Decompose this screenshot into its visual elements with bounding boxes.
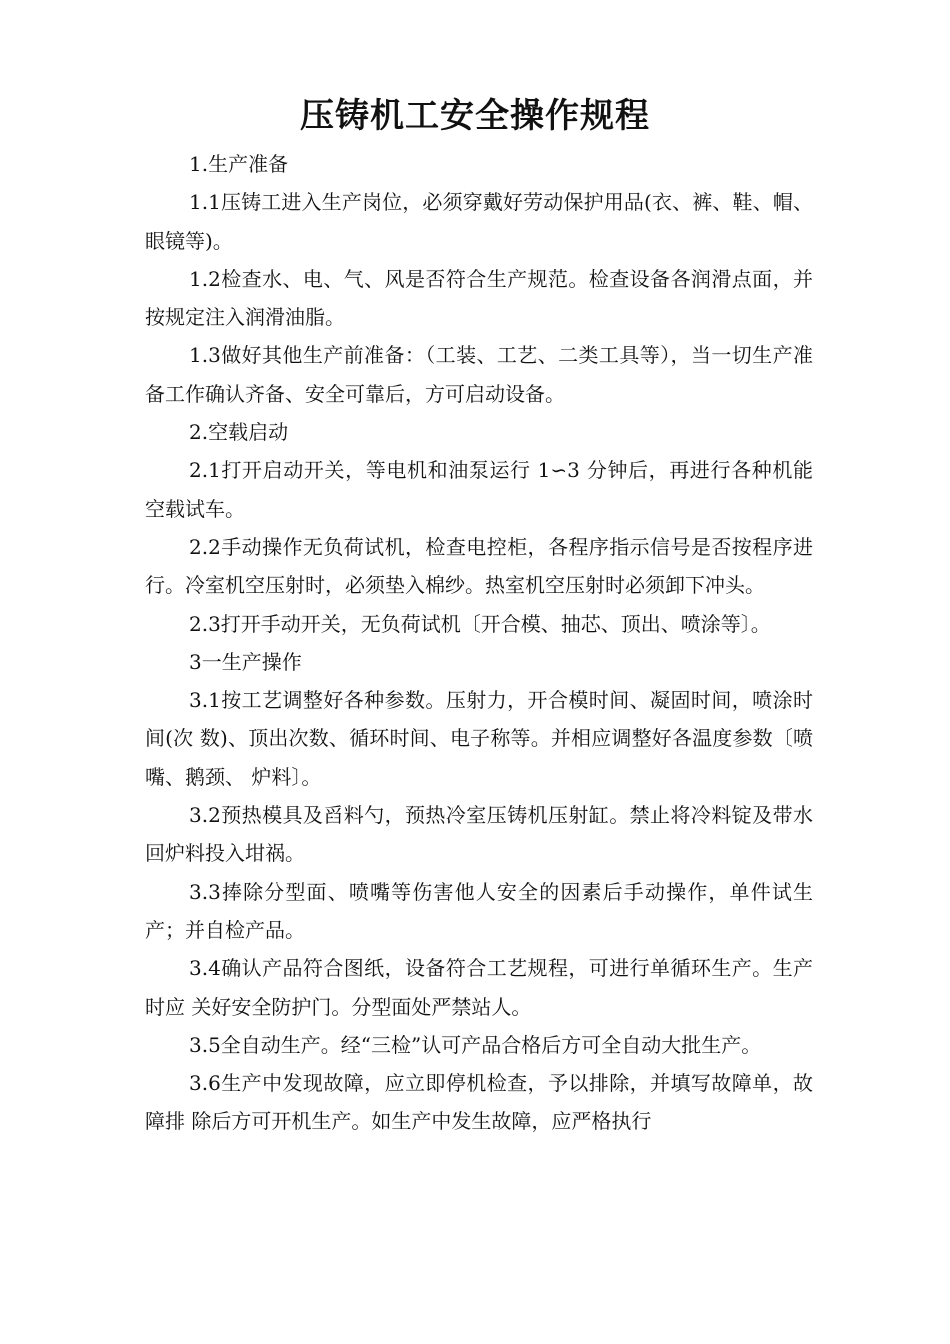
paragraph: 3.2预热模具及舀料勺，预热冷室压铸机压射缸。禁止将冷料锭及带水回炉料投入坩祸。 — [145, 803, 813, 866]
paragraph: 3.1按工艺调整好各种参数。压射力，开合模时间、凝固时间，喷涂时间(次 数)、顶出次数、循环时间、电子称等。并相应调整好各温度参数〔喷嘴、鹅颈、 炉料〕。 — [145, 688, 813, 789]
paragraph: 3.5全自动生产。经“三检”认可产品合格后方可全自动大批生产。 — [189, 1032, 762, 1057]
paragraph: 1.2检查水、电、气、风是否符合生产规范。检查设备各润滑点面，并按规定注入润滑油脂。 — [145, 266, 813, 330]
paragraph: 3.4确认产品符合图纸，设备符合工艺规程，可进行单循环生产。生产时应 关好安全防护门。分型面处严禁站人。 — [145, 956, 813, 1019]
document-body — [145, 145, 813, 1141]
paragraph: 1.3做好其他生产前准备：（工装、工艺、二类工具等），当一切生产准备工作确认齐备、安全可靠后，方可启动设备。 — [145, 343, 813, 406]
paragraph: 3.3捧除分型面、喷嘴等伤害他人安全的因素后手动操作，单件试生产；并自检产品。 — [145, 879, 813, 942]
paragraph: 3一生产操作 — [189, 649, 302, 674]
paragraph: 1.1压铸工进入生产岗位，必须穿戴好劳动保护用品(衣、裤、鞋、帽、眼镜等)。 — [145, 190, 813, 253]
paragraph: 3.6生产中发现故障，应立即停机检查，予以排除，并填写故障单，故障排 除后方可开机生产。如生产中发生故障，应严格执行 — [145, 1071, 813, 1134]
paragraph: 2.1打开启动开关，等电机和油泵运行 1∽3 分钟后，再进行各种机能空载试车。 — [145, 458, 813, 521]
paragraph: 1.生产准备 — [189, 152, 289, 176]
paragraph: 2.空载启动 — [189, 420, 289, 445]
paragraph: 2.2手动操作无负荷试机，检查电控柜，各程序指示信号是否按程序进行。冷室机空压射时，必须垫入棉纱。热室机空压射时必须卸下冲头。 — [145, 534, 813, 598]
document-title: 压铸机工安全操作规程 — [300, 96, 650, 136]
paragraph: 2.3打开手动开关，无负荷试机〔开合模、抽芯、顶出、喷涂等〕。 — [189, 611, 771, 636]
